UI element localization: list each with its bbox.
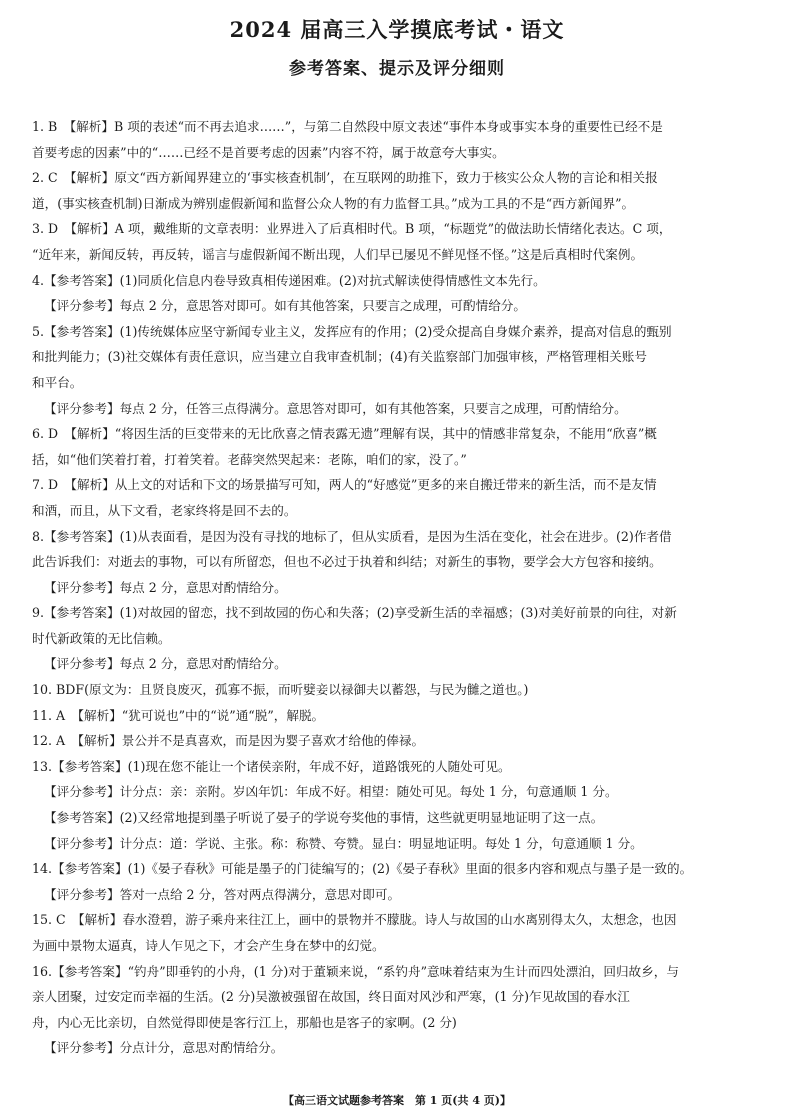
answer-item: [32, 216, 772, 267]
page-title: 2024 届高三入学摸底考试・语文: [229, 17, 565, 42]
answer-line: 【评分参考】计分点：道：学说、主张。称：称赞、夸赞。显白：明显地证明。每处 1 分，句意通顺 1 分。: [44, 835, 643, 851]
answer-line: 【评分参考】分点计分，意思对酌情给分。: [44, 1040, 284, 1056]
answer-sub-item: [32, 575, 772, 601]
answer-line: 2. C 【解析】原文“西方新闻界建立的‘事实核查机制’，在互联网的助推下，致力于核实公众人物的言论和相关报: [32, 170, 658, 186]
answer-line: 道，(事实核查机制)日渐成为辨别虚假新闻和监督公众人物的有力监督工具。”成为工具的不是“西方新闻界”。: [32, 195, 635, 211]
answer-item: [32, 114, 772, 165]
answer-item: [32, 165, 772, 216]
answer-item: [32, 754, 772, 780]
answer-line: 3. D 【解析】A 项，戴维斯的文章表明：业界进入了后真相时代。B 项，“标题党”的做法助长情绪化表达。C 项，: [32, 221, 672, 237]
answer-line: 13.【参考答案】(1)现在您不能让一个诸侯亲附，年成不好，道路饿死的人随处可见。: [32, 758, 511, 774]
answer-line: 亲人团聚，过安定而幸福的生活。(2 分)吴激被强留在故国，终日面对风沙和严寒，(1 分)乍见故国的春水江: [32, 989, 630, 1005]
answer-item: [32, 421, 772, 472]
answer-line: 16.【参考答案】“钓舟”即垂钓的小舟，(1 分)对于董颖来说，“系钓舟”意味着结束为生计而四处漂泊，回归故乡，与: [32, 963, 679, 979]
answer-line: 和平台。: [32, 374, 83, 390]
answer-item: [32, 319, 772, 396]
answer-sub-item: [32, 651, 772, 677]
answer-item: [32, 907, 772, 958]
answer-line: 11. A 【解析】“犹可说也”中的“说”通“脱”，解脱。: [32, 707, 325, 723]
answer-line: 【评分参考】答对一点给 2 分，答对两点得满分，意思对即可。: [44, 886, 401, 902]
answer-sub-item: [32, 396, 772, 422]
answer-sub-item: [32, 293, 772, 319]
answer-line: 【评分参考】计分点：亲：亲附。岁凶年饥：年成不好。相望：随处可见。每处 1 分，句意通顺 1 分。: [44, 784, 618, 800]
answer-line: 和批判能力；(3)社交媒体有责任意识，应当建立自我审查机制；(4)有关监察部门加强审核，严格管理相关账号: [32, 349, 647, 365]
answer-sub-item: [32, 1035, 772, 1061]
answer-item: [32, 524, 772, 575]
answer-list: [32, 114, 772, 1061]
answer-item: [32, 856, 772, 882]
page-footer: 【高三语文试题参考答案 第 1 页(共 4 页)】: [282, 1094, 512, 1107]
answer-line: “近年来，新闻反转，再反转，谣言与虚假新闻不断出现，人们早已屡见不鲜见怪不怪。”这是后真相时代案例。: [32, 246, 644, 262]
answer-line: 6. D 【解析】“将因生活的巨变带来的无比欣喜之情表露无遗”理解有误，其中的情感非常复杂，不能用“欣喜”概: [32, 426, 657, 442]
answer-item: [32, 677, 772, 703]
answer-line: 时代新政策的无比信赖。: [32, 630, 171, 646]
answer-item: [32, 472, 772, 523]
answer-line: 【评分参考】每点 2 分，意思对酌情给分。: [44, 656, 287, 672]
answer-line: 舟，内心无比亲切，自然觉得即使是客行江上，那船也是客子的家啊。(2 分): [32, 1014, 457, 1030]
answer-line: 首要考虑的因素”中的“……已经不是首要考虑的因素”内容不符，属于故意夸大事实。: [32, 144, 505, 160]
answer-line: 8.【参考答案】(1)从表面看，是因为没有寻找的地标了，但从实质看，是因为生活在变化，社会在进步。(2)作者借: [32, 528, 672, 544]
answer-item: [32, 728, 772, 754]
answer-item: [32, 959, 772, 1036]
answer-line: 此告诉我们：对逝去的事物，可以有所留恋，但也不必过于执着和纠结；对新生的事物，要学会大方包容和接纳。: [32, 554, 662, 570]
answer-line: 为画中景物太逼真，诗人乍见之下，才会产生身在梦中的幻觉。: [32, 938, 385, 953]
page-subtitle: 参考答案、提示及评分细则: [289, 59, 505, 79]
answer-line: 10. BDF(原文为：且贤良废灭，孤寡不振，而听嬖妾以禄御夫以蓄怨，与民为雠之道也。): [32, 682, 529, 698]
answer-line: 【评分参考】每点 2 分，任答三点得满分。意思答对即可，如有其他答案，只要言之成理，可酌情给分。: [44, 400, 627, 416]
answer-line: 12. A 【解析】景公并不是真喜欢，而是因为婴子喜欢才给他的俸禄。: [32, 733, 425, 749]
answer-sub-item: [32, 805, 772, 831]
answer-line: 括，如“他们笑着打着，打着笑着。老薛突然哭起来：老陈，咱们的家，没了。”: [32, 451, 467, 467]
answer-line: 1. B 【解析】B 项的表述“而不再去追求……”，与第二自然段中原文表述“事件本身或事实本身的重要性已经不是: [32, 119, 663, 134]
answer-line: 【参考答案】(2)又经常地提到墨子听说了晏子的学说夸奖他的事情，这些就更明显地证明了这一点。: [44, 810, 604, 826]
answer-line: 【评分参考】每点 2 分，意思对酌情给分。: [44, 579, 287, 595]
answer-line: 【评分参考】每点 2 分，意思答对即可。如有其他答案，只要言之成理，可酌情给分。: [44, 298, 526, 314]
answer-sub-item: [32, 831, 772, 857]
answer-line: 9.【参考答案】(1)对故园的留恋，找不到故园的伤心和失落；(2)享受新生活的幸福感；(3)对美好前景的向往，对新: [32, 605, 677, 621]
answer-line: 15. C 【解析】春水澄碧，游子乘舟来往江上，画中的景物并不朦胧。诗人与故国的山水离别得太久，太想念，也因: [32, 912, 677, 928]
answer-line: 7. D 【解析】从上文的对话和下文的场景描写可知，两人的“好感觉”更多的来自搬迁带来的新生活，而不是友情: [32, 477, 657, 493]
answer-line: 和酒，而且，从下文看，老家终将是回不去的。: [32, 502, 297, 518]
answer-sub-item: [32, 882, 772, 908]
answer-item: [32, 268, 772, 294]
answer-item: [32, 703, 772, 729]
answer-item: [32, 600, 772, 651]
answer-line: 4.【参考答案】(1)同质化信息内卷导致真相传递困难。(2)对抗式解读使得情感性文本先行。: [32, 272, 546, 288]
answer-sub-item: [32, 779, 772, 805]
answer-line: 14.【参考答案】(1)《晏子春秋》可能是墨子的门徒编写的；(2)《晏子春秋》里面的很多内容和观点与墨子是一致的。: [32, 861, 693, 877]
answer-line: 5.【参考答案】(1)传统媒体应坚守新闻专业主义，发挥应有的作用；(2)受众提高自身媒介素养，提高对信息的甄别: [32, 323, 672, 339]
